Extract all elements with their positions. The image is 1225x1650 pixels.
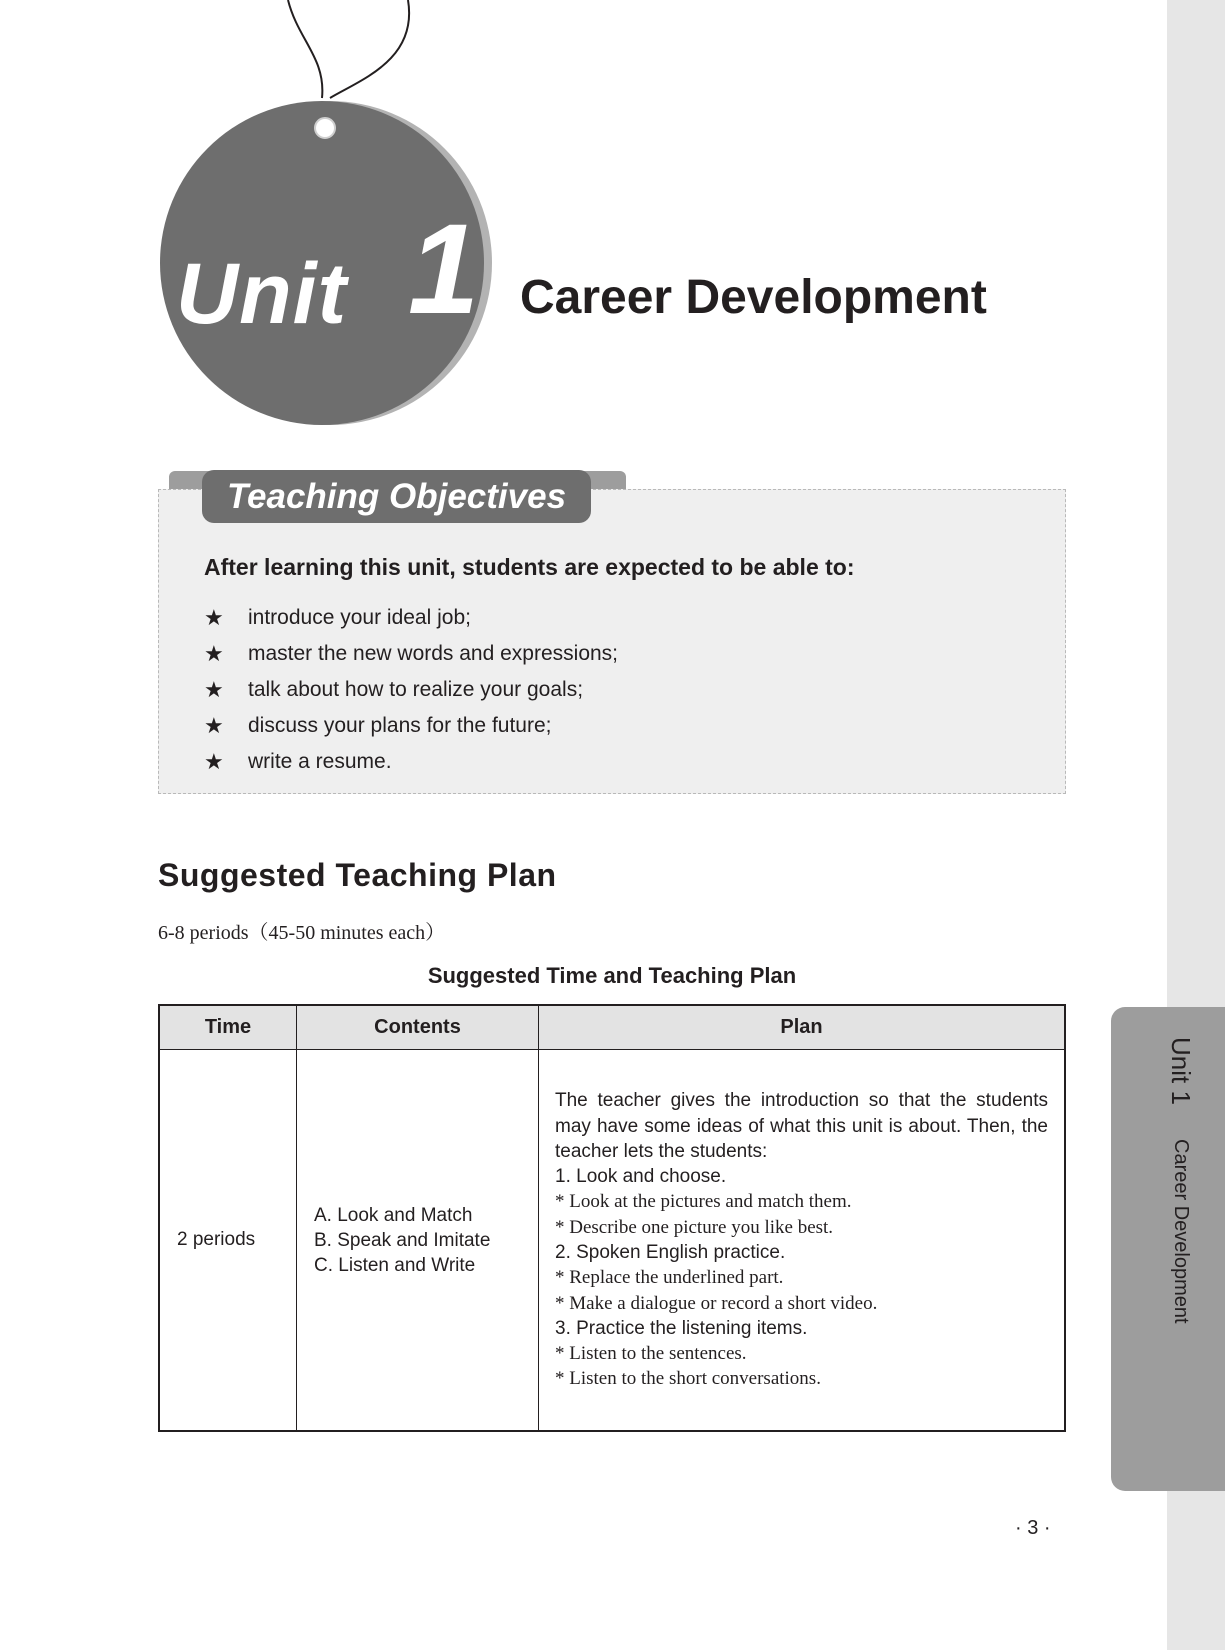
star-icon: ★ <box>204 713 224 738</box>
unit-word: Unit <box>176 246 348 342</box>
teaching-plan-table <box>158 1004 1066 1432</box>
plan-step: 1. Look and choose. <box>555 1166 727 1188</box>
objectives-list <box>204 600 618 780</box>
plan-subitem: * Replace the underlined part. <box>555 1267 784 1289</box>
objectives-tab: Teaching Objectives <box>202 470 591 523</box>
unit-title: Career Development <box>520 271 987 324</box>
star-icon: ★ <box>204 749 224 774</box>
content-item: B. Speak and Imitate <box>314 1229 491 1251</box>
column-header-contents: Contents <box>297 1005 539 1050</box>
content-item: A. Look and Match <box>314 1204 473 1226</box>
table-row <box>159 1050 1065 1432</box>
plan-subitem: * Listen to the sentences. <box>555 1343 747 1365</box>
objective-text: introduce your ideal job; <box>248 606 471 629</box>
tag-hole <box>315 118 335 138</box>
objective-item <box>204 708 618 744</box>
time-cell: 2 periods <box>159 1050 297 1432</box>
column-header-time: Time <box>159 1005 297 1050</box>
plan-subitem: * Describe one picture you like best. <box>555 1216 834 1238</box>
side-tab <box>1111 1007 1225 1491</box>
side-tab-title: Career Development <box>1170 1138 1192 1324</box>
objective-item <box>204 744 618 780</box>
star-icon: ★ <box>204 605 224 630</box>
objective-text: master the new words and expressions; <box>248 642 619 665</box>
star-icon: ★ <box>204 677 224 702</box>
plan-heading: Suggested Teaching Plan <box>158 857 557 893</box>
tag-string-right <box>330 0 409 98</box>
plan-step: 2. Spoken English practice. <box>555 1242 786 1263</box>
side-tab-text <box>1165 1037 1196 1323</box>
tag-string-left <box>288 0 322 98</box>
objective-item <box>204 636 618 672</box>
page-number: · 3 · <box>1015 1517 1051 1539</box>
plan-subitem: * Make a dialogue or record a short video. <box>555 1292 878 1314</box>
plan-step: 3. Practice the listening items. <box>555 1317 808 1339</box>
content-item: C. Listen and Write <box>314 1254 476 1276</box>
star-icon: ★ <box>204 641 224 666</box>
plan-subitem: * Listen to the short conversations. <box>555 1368 821 1390</box>
table-header-row <box>159 1005 1065 1050</box>
unit-number: 1 <box>408 198 480 341</box>
side-tab-unit: Unit 1 <box>1166 1037 1196 1105</box>
plan-cell <box>539 1050 1066 1432</box>
objectives-intro: After learning this unit, students are expected to be able to: <box>204 554 855 580</box>
objective-item <box>204 600 618 636</box>
objective-text: discuss your plans for the future; <box>248 714 552 737</box>
objective-item <box>204 672 618 708</box>
contents-cell <box>297 1050 539 1432</box>
table-caption: Suggested Time and Teaching Plan <box>427 963 797 988</box>
objective-text: write a resume. <box>248 750 392 773</box>
column-header-plan: Plan <box>539 1005 1066 1050</box>
unit-badge <box>0 0 520 440</box>
periods-note: 6-8 periods（45-50 minutes each） <box>158 922 446 944</box>
plan-intro: The teacher gives the introduction so that the students may have some ideas of what this unit is about. Then, the teacher lets the students: <box>555 1090 1048 1162</box>
objective-text: talk about how to realize your goals; <box>248 678 584 701</box>
plan-subitem: * Look at the pictures and match them. <box>555 1191 852 1213</box>
